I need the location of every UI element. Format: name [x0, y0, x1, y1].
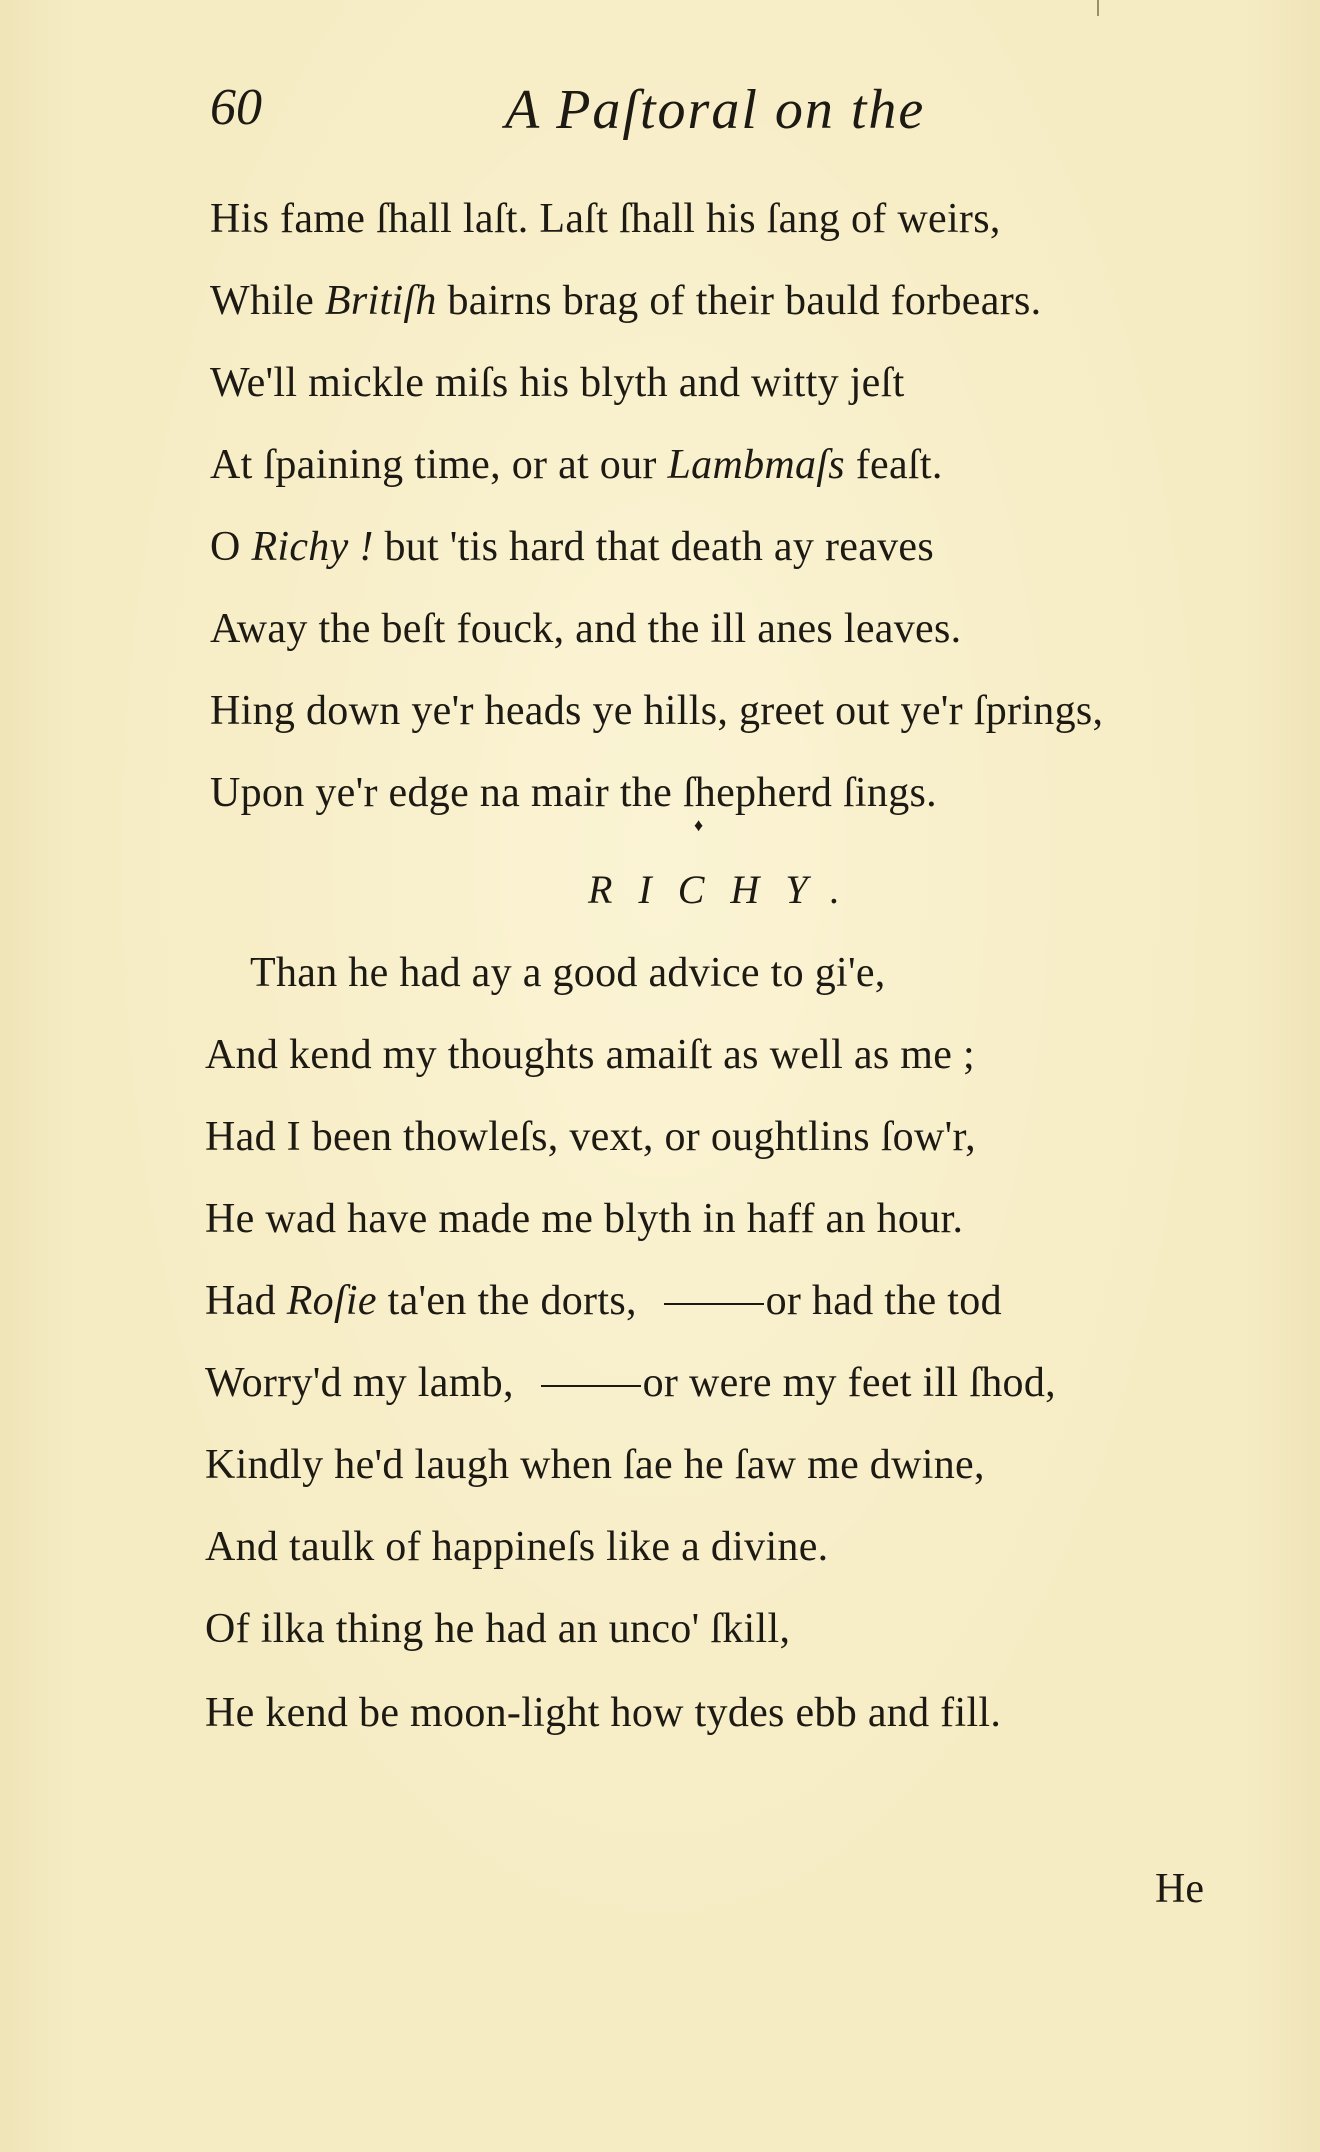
- italic-word: Roſie: [286, 1278, 377, 1324]
- em-dash: [541, 1385, 641, 1387]
- verse-line: [205, 1034, 975, 1076]
- verse-text: Upon ye'r edge na mair the ſhepherd ſings.: [210, 770, 937, 816]
- verse-text: We'll mickle miſs his blyth and witty jeſt: [210, 360, 905, 406]
- verse-line: [205, 1116, 976, 1158]
- catchword: He: [1155, 1866, 1204, 1912]
- running-title: A Paſtoral on the: [505, 79, 926, 141]
- verse-line: [205, 1608, 790, 1650]
- verse-line: [250, 952, 886, 994]
- verse-text: bairns brag of their bauld forbears.: [436, 278, 1042, 324]
- verse-text: His fame ſhall laſt. Laſt ſhall his ſang of weirs,: [210, 196, 1001, 242]
- verse-line: [210, 444, 943, 486]
- verse-text: He kend be moon-light how tydes ebb and fill.: [205, 1690, 1002, 1736]
- verse-text: At ſpaining time, or at our: [210, 442, 668, 488]
- verse-text: Kindly he'd laugh when ſae he ſaw me dwine,: [205, 1442, 985, 1488]
- verse-text: He wad have made me blyth in haff an hour.: [205, 1196, 964, 1242]
- verse-line: [210, 608, 961, 650]
- italic-word: Richy !: [251, 524, 374, 570]
- verse-line: [210, 362, 905, 404]
- verse-text: but 'tis hard that death ay reaves: [373, 524, 935, 570]
- italic-word: Britiſh: [324, 278, 437, 324]
- verse-line: [205, 1444, 985, 1486]
- em-dash: [664, 1303, 764, 1305]
- verse-line: [210, 280, 1041, 322]
- verse-text: O: [210, 524, 252, 570]
- verse-text: Than he had ay a good advice to gi'e,: [250, 950, 886, 996]
- verse-text: Worry'd my lamb,: [205, 1360, 525, 1406]
- ornament-icon: ♦: [694, 815, 704, 835]
- verse-text: And kend my thoughts amaiſt as well as me ;: [205, 1032, 975, 1078]
- verse-text: or were my feet ill ſhod,: [642, 1360, 1056, 1406]
- verse-text: Hing down ye'r heads ye hills, greet out ye'r ſprings,: [210, 688, 1104, 734]
- verse-line: [210, 198, 1001, 240]
- page-number: 60: [210, 79, 262, 136]
- italic-word: Lambmaſs: [667, 442, 845, 488]
- verse-text: And taulk of happineſs like a divine.: [205, 1524, 829, 1570]
- verse-line: [205, 1526, 828, 1568]
- verse-text: ta'en the dorts,: [376, 1278, 648, 1324]
- verse-line: [205, 1280, 1002, 1322]
- verse-text: feaſt.: [844, 442, 943, 488]
- verse-line: [205, 1198, 963, 1240]
- verse-text: or had the tod: [765, 1278, 1002, 1324]
- verse-line: [210, 526, 934, 568]
- verse-text: Away the beſt fouck, and the ill anes leaves.: [210, 606, 962, 652]
- verse-text: Had: [205, 1278, 287, 1324]
- verse-text: While: [210, 278, 325, 324]
- verse-line: [205, 1692, 1001, 1734]
- verse-line: [210, 690, 1103, 732]
- verse-text: Had I been thowleſs, vext, or oughtlins ſow'r,: [205, 1114, 976, 1160]
- paper-mark: [1097, 0, 1099, 16]
- speaker-name: RICHY.: [588, 867, 866, 912]
- verse-line: [210, 772, 937, 814]
- verse-text: Of ilka thing he had an unco' ſkill,: [205, 1606, 791, 1652]
- verse-line: [205, 1362, 1056, 1404]
